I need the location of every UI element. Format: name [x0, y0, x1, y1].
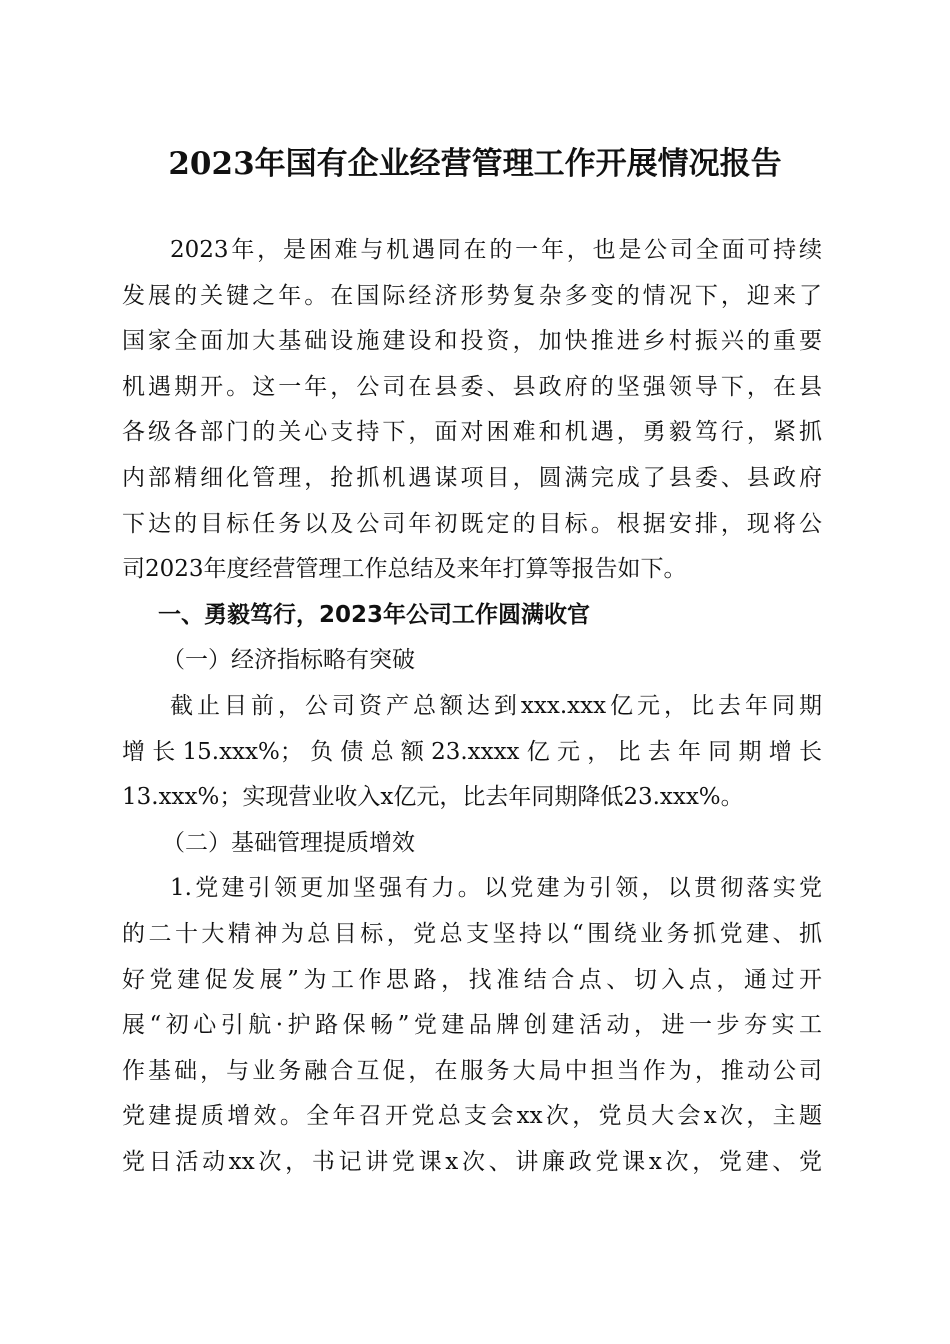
paragraph-line: 作基础，与业务融合互促，在服务大局中担当作为，推动公司: [122, 1057, 822, 1084]
paragraph-line: 党建提质增效。全年召开党总支会xx次，党员大会x次，主题: [122, 1103, 822, 1130]
subsection-heading: （二）基础管理提质增效: [162, 829, 415, 856]
paragraph-line: 截止目前，公司资产总额达到xxx.xxx亿元，比去年同期: [170, 692, 822, 719]
paragraph-line: 党日活动xx次，书记讲党课x次、讲廉政党课x次，党建、党: [122, 1148, 822, 1175]
paragraph-line: 展“初心引航·护路保畅”党建品牌创建活动，进一步夯实工: [122, 1012, 822, 1039]
paragraph-line: 发展的关键之年。在国际经济形势复杂多变的情况下，迎来了: [122, 282, 822, 309]
paragraph-line: 2023年，是困难与机遇同在的一年，也是公司全面可持续: [170, 237, 822, 263]
paragraph-line: 1.党建引领更加坚强有力。以党建为引领，以贯彻落实党: [170, 875, 822, 902]
paragraph-line: 内部精细化管理，抢抓机遇谋项目，圆满完成了县委、县政府: [122, 464, 822, 491]
paragraph-line: 司2023年度经营管理工作总结及来年打算等报告如下。: [122, 556, 687, 583]
paragraph-line: 增长15.xxx%；负债总额23.xxxx亿元，比去年同期增长: [122, 738, 822, 765]
paragraph-line: 国家全面加大基础设施建设和投资，加快推进乡村振兴的重要: [122, 328, 822, 355]
paragraph-line: 13.xxx%；实现营业收入x亿元，比去年同期降低23.xxx%。: [122, 784, 744, 811]
paragraph-line: 的二十大精神为总目标，党总支坚持以“围绕业务抓党建、抓: [122, 920, 822, 947]
paragraph-line: 下达的目标任务以及公司年初既定的目标。根据安排，现将公: [122, 510, 822, 537]
paragraph-line: 机遇期开。这一年，公司在县委、县政府的坚强领导下，在县: [122, 373, 822, 400]
document-title: 2023年国有企业经营管理工作开展情况报告: [168, 146, 782, 182]
document-body: [122, 228, 822, 1185]
paragraph-line: 各级各部门的关心支持下，面对困难和机遇，勇毅笃行，紧抓: [122, 419, 822, 446]
section-heading: 一、勇毅笃行，2023年公司工作圆满收官: [158, 601, 591, 628]
paragraph-line: 好党建促发展”为工作思路，找准结合点、切入点，通过开: [122, 966, 822, 993]
subsection-heading: （一）经济指标略有突破: [162, 647, 415, 674]
